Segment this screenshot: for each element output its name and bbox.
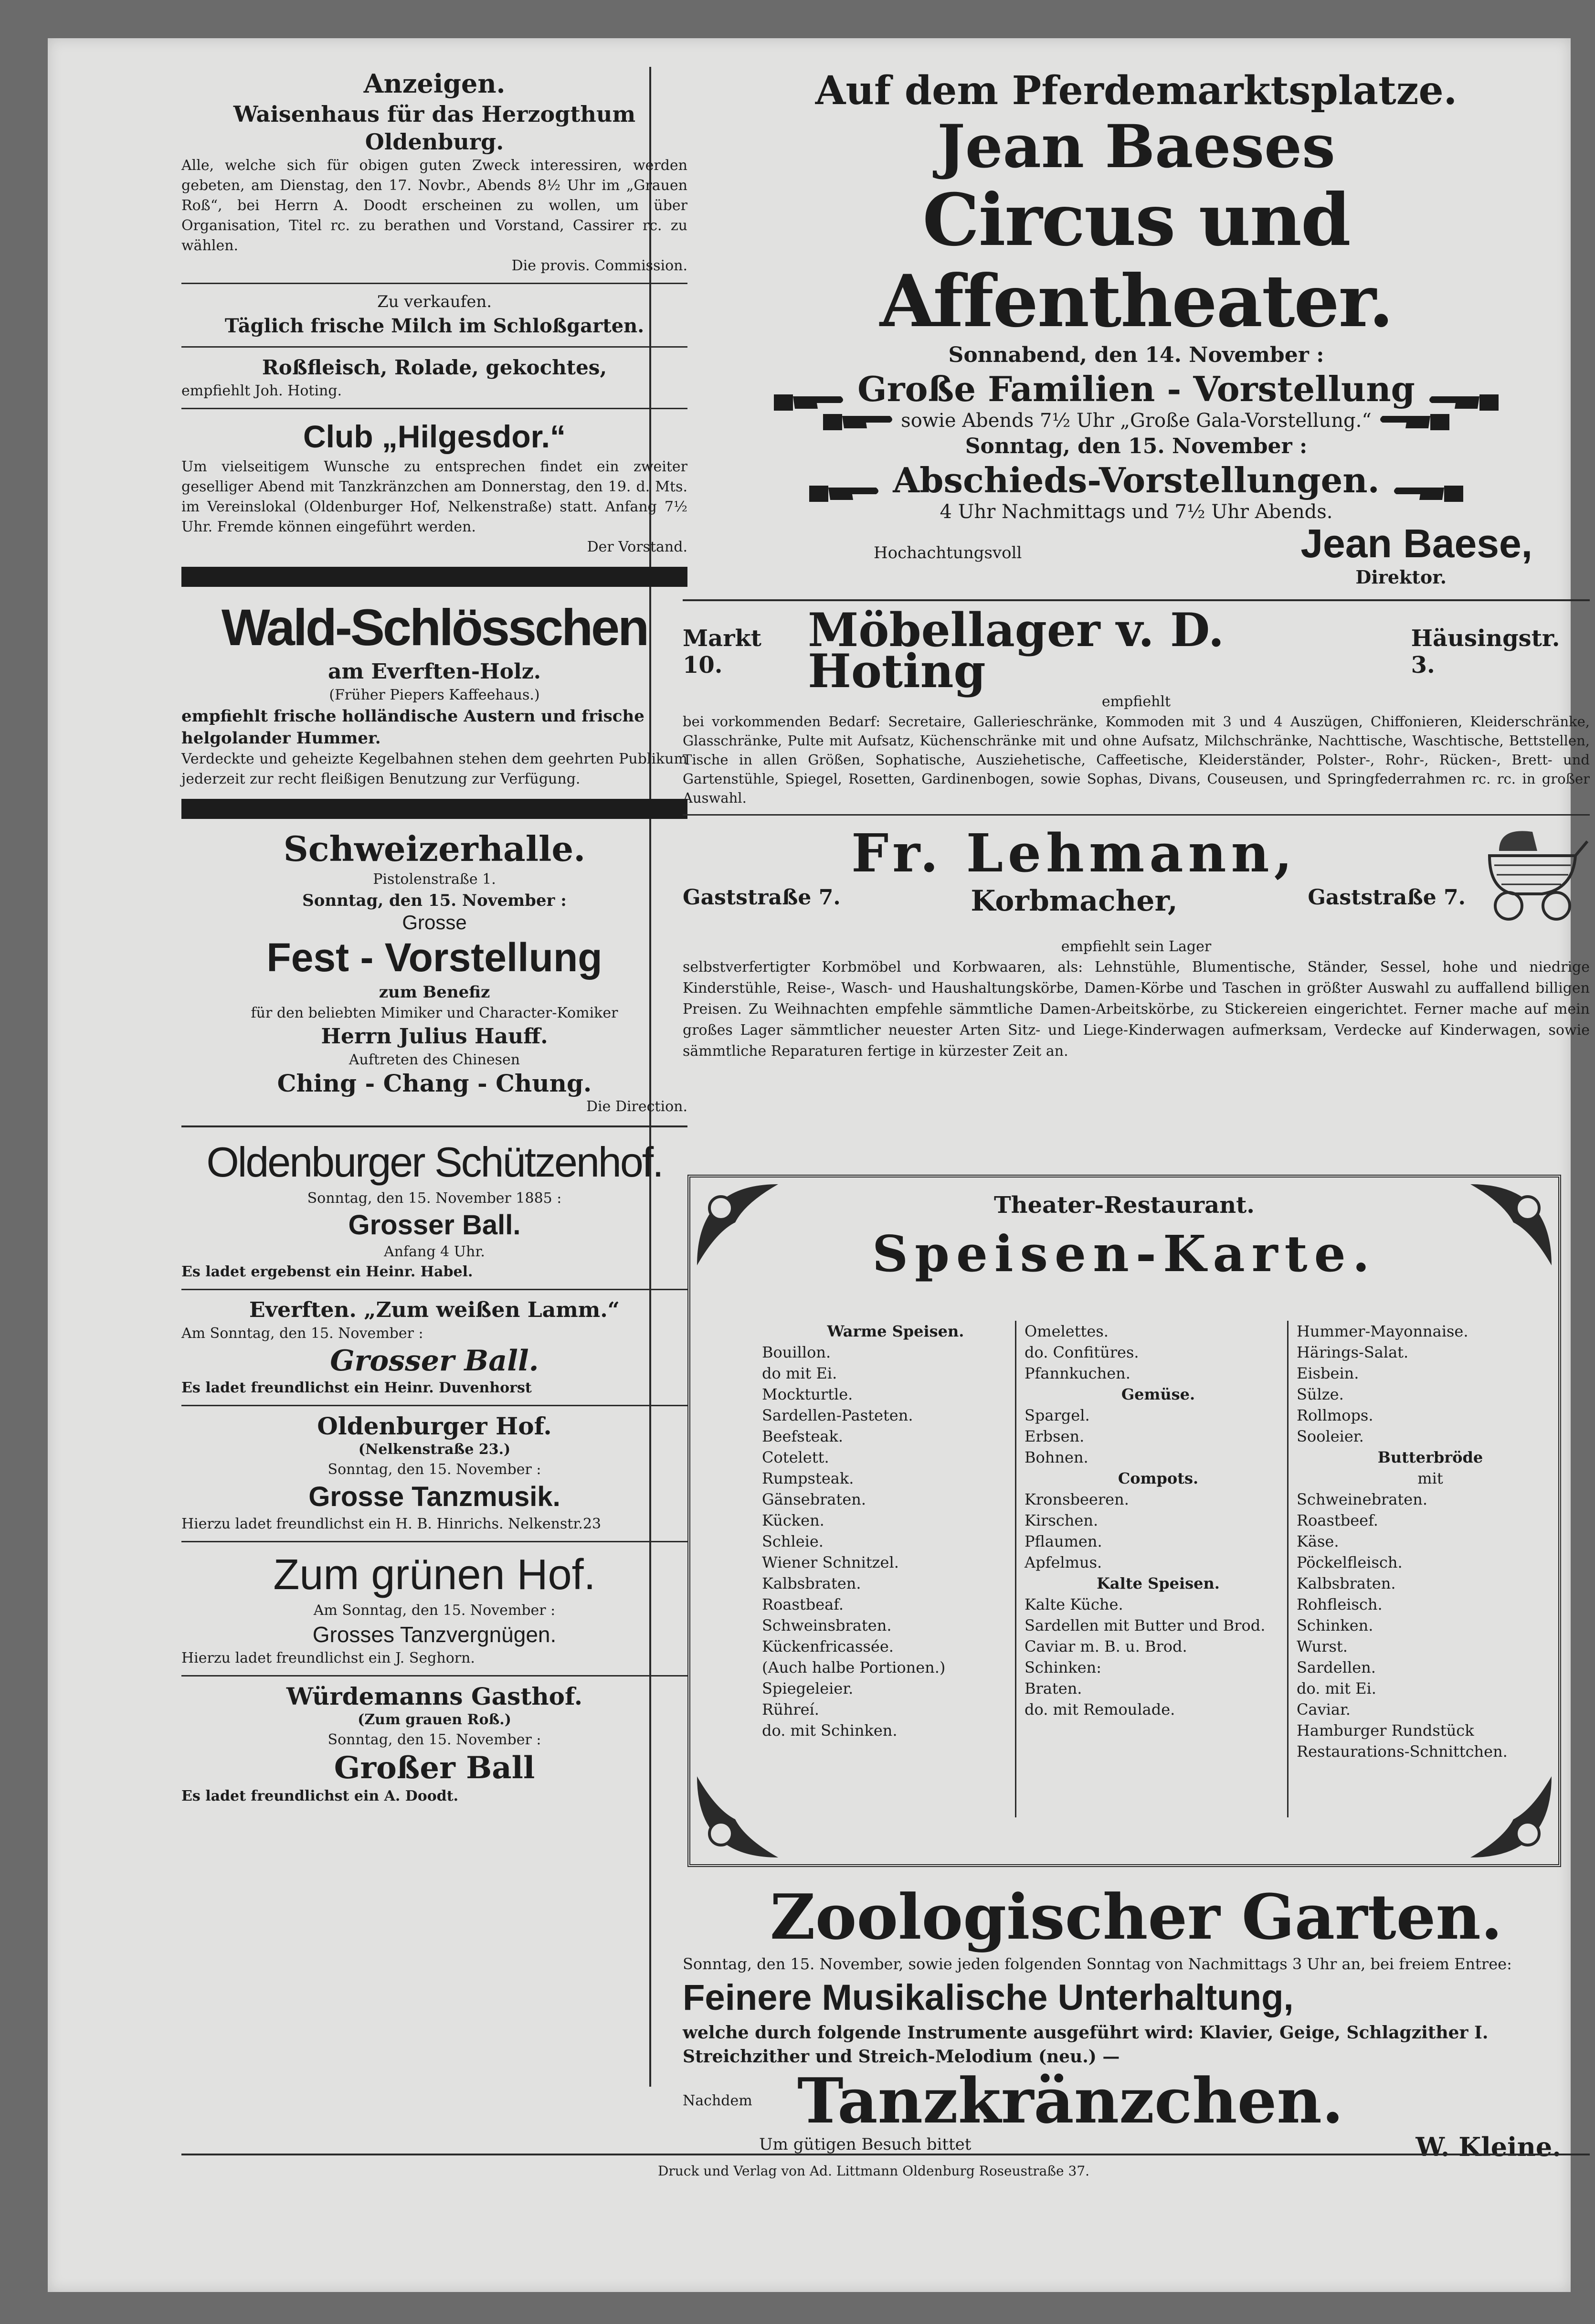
menu-item: Spiegeleier. <box>762 1679 854 1698</box>
menu-item: do. mit Remoulade. <box>1025 1700 1175 1719</box>
menu-col2-kalt-head: Kalte Speisen. <box>1097 1574 1220 1592</box>
wuerde-sub: (Zum grauen Roß.) <box>358 1711 511 1728</box>
lamm-sign: Es ladet freundlichst ein Heinr. Duvenhorst <box>181 1380 532 1396</box>
menu-item: Kückenfricassée. <box>762 1637 894 1655</box>
menu-item: Caviar. <box>1297 1700 1351 1719</box>
familien-vorstellung: Große Familien - Vorstellung <box>683 369 1590 410</box>
wald-body2: Verdeckte und geheizte Kegelbahnen stehen dem geehrten Publikum jederzeit zur recht fleißigen Benutzung zur Verfügung. <box>181 751 687 787</box>
schweizer-title: Schweizerhalle. <box>283 828 586 869</box>
newspaper-page <box>48 38 1590 2292</box>
menu-item: Pfannkuchen. <box>1025 1364 1130 1382</box>
black-rule <box>181 567 687 587</box>
schuetzen-ball: Grosser Ball. <box>348 1210 521 1241</box>
hochachtung: Hochachtungsvoll <box>874 543 1022 562</box>
menu-item: Sülze. <box>1297 1385 1344 1403</box>
pointing-hand-left-icon <box>1427 381 1499 403</box>
menu-item: Beefsteak. <box>762 1427 844 1445</box>
sonntag-date: Sonntag, den 15. November : <box>965 434 1308 458</box>
moebel-empf: empfiehlt <box>1101 693 1171 710</box>
zoo-bitte: Um gütigen Besuch bittet <box>759 2135 972 2154</box>
zu-verkaufen: Zu verkaufen. <box>377 292 492 311</box>
rossfleisch-sign: empfiehlt Joh. Hoting. <box>181 382 342 399</box>
lehmann-header <box>683 822 1590 937</box>
lehmann-addr-left: Gaststraße 7. <box>683 885 841 910</box>
anzeigen-heading: Anzeigen. <box>363 68 506 99</box>
club-body: Um vielseitigem Wunsche zu entsprechen findet ein zweiter geselliger Abend mit Tanzkränzchen am Donnerstag, den 19. d. Mts. im Vereinslokal (Oldenburger Hof, Nelkenstraße) statt. Anfang 7½ Uhr. Fremde können eingeführt werden. <box>181 458 687 535</box>
pointing-hand-right-icon <box>823 411 895 433</box>
gruen-title: Zum grünen Hof. <box>273 1551 596 1599</box>
menu-item: Schinken: <box>1025 1658 1102 1677</box>
schweizer-benefiz: zum Benefiz <box>379 983 490 1002</box>
jean-baeses: Jean Baeses <box>937 112 1335 181</box>
zoo-sign: W. Kleine. <box>1415 2132 1561 2162</box>
wald-sub2: (Früher Piepers Kaffeehaus.) <box>329 687 540 703</box>
lehmann-addr-row <box>683 884 1466 918</box>
menu-item: Schinken. <box>1297 1616 1373 1634</box>
menu-col2-comp <box>1025 1489 1292 1573</box>
speisen-karte-frame <box>687 1175 1561 1867</box>
pointing-hand-right-icon <box>774 381 845 403</box>
menu-col2-comp-head: Compots. <box>1118 1469 1199 1487</box>
wuerde-title: Würdemanns Gasthof. <box>286 1682 583 1710</box>
menu-col2-kalt <box>1025 1594 1292 1720</box>
club-title: Club „Hilgesdor.“ <box>303 419 566 454</box>
schuetzen-anfang: Anfang 4 Uhr. <box>384 1243 485 1260</box>
moebel-body: bei vorkommenden Bedarf: Secretaire, Gallerieschränke, Kommoden mit 3 und 4 Auszügen, Chiffonieren, Kleiderschränke, Glasschränke, Pulte mit Aufsatz, Küchenschränke mit und ohne Aufsatz, Milchschränke, Nachttische, Waschtische, Bettstellen, Tische in allen Größen, Sophatische, Ausziehetische, Caffeetische, Kleiderständer, Polster-, Rohr-, Rücken-, Brett- und Gartenstühle, Spiegel, Rosetten, Gardinenbogen, sowie Sophas, Divans, Couseusen, und Springfederrahmen rc. rc. in großer Auswahl. <box>683 713 1590 806</box>
wuerde-date: Sonntag, den 15. November : <box>327 1731 541 1748</box>
wald-sub: am Everften-Holz. <box>327 659 541 684</box>
pram-illustration <box>1470 822 1590 923</box>
menu-item: Pflaumen. <box>1025 1532 1102 1550</box>
wald-title: Wald-Schlösschen <box>221 598 648 656</box>
menu-divider <box>1015 1321 1016 1817</box>
lamm-ball: Grosser Ball. <box>330 1344 539 1378</box>
pointing-hand-left-icon <box>1378 411 1449 433</box>
menu-item: Wiener Schnitzel. <box>762 1553 899 1571</box>
menu-item: Sardellen. <box>1297 1658 1376 1677</box>
menu-item: Kirschen. <box>1025 1511 1099 1529</box>
menu-item: Sooleier. <box>1297 1427 1364 1445</box>
pferde-heading: Auf dem Pferdemarktsplatze. <box>815 68 1458 114</box>
schweizer-herrn: Herrn Julius Hauff. <box>321 1024 548 1049</box>
moebel-addr-left: Markt 10. <box>683 625 761 679</box>
right-column <box>683 67 1590 1062</box>
lehmann-title: Fr. Lehmann, <box>851 822 1297 884</box>
menu-item: Bohnen. <box>1025 1448 1088 1466</box>
zoo-body: welche durch folgende Instrumente ausgeführt wird: Klavier, Geige, Schlagzither I. Streichzither und Streich-Melodium (neu.) — <box>683 2023 1489 2067</box>
menu-col3-head: Butterbröde <box>1377 1448 1483 1466</box>
waisenhaus-sign: Die provis. Commission. <box>511 257 687 274</box>
schuetzen-sign: Es ladet ergebenst ein Heinr. Habel. <box>181 1263 473 1280</box>
menu-col2-gem-head: Gemüse. <box>1121 1385 1195 1403</box>
zoo-musik: Feinere Musikalische Unterhaltung, <box>683 1977 1294 2018</box>
menu-item: Kalte Küche. <box>1025 1595 1123 1613</box>
moebel-heading-row <box>683 603 1590 698</box>
lehmann-empf: empfiehlt sein Lager <box>1061 938 1212 955</box>
schweizer-fuer: für den beliebten Mimiker und Character-Komiker <box>251 1005 618 1021</box>
ohof-date: Sonntag, den 15. November : <box>327 1461 541 1478</box>
schuetzen-date: Sonntag, den 15. November 1885 : <box>307 1190 562 1207</box>
menu-item: Sardellen-Pasteten. <box>762 1406 913 1424</box>
ohof-musik: Grosse Tanzmusik. <box>308 1481 560 1512</box>
schweizer-grosse: Grosse <box>402 911 467 934</box>
menu-col3-top <box>1297 1321 1564 1447</box>
menu-item: Cotelett. <box>762 1448 829 1466</box>
imprint: Druck und Verlag von Ad. Littmann Oldenburg Roseustraße 37. <box>657 2163 1090 2179</box>
menu-col3-list <box>1297 1489 1564 1762</box>
ohof-addr: (Nelkenstraße 23.) <box>358 1441 511 1458</box>
zoo-ad <box>683 1881 1590 2160</box>
menu-item: Omelettes. <box>1025 1322 1109 1340</box>
schweizer-addr: Pistolenstraße 1. <box>373 871 496 888</box>
menu-item: Braten. <box>1025 1679 1082 1698</box>
gruen-sign: Hierzu ladet freundlichst ein J. Seghorn. <box>181 1650 475 1666</box>
gruen-verg: Grosses Tanzvergnügen. <box>312 1622 557 1647</box>
lamm-title: Everften. „Zum weißen Lamm.“ <box>249 1298 620 1322</box>
menu-item: Spargel. <box>1025 1406 1090 1424</box>
zoo-tanz: Tanzkränzchen. <box>797 2064 1344 2137</box>
menu-column-3 <box>1297 1321 1564 1762</box>
wuerde-ball: Großer Ball <box>334 1750 535 1786</box>
rossfleisch-ad: Roßfleisch, Rolade, gekochtes, <box>262 356 607 379</box>
lehmann-body: selbstverfertigter Korbmöbel und Korbwaaren, als: Lehnstühle, Blumentische, Ständer, Sessel, hohe und niedrige Kinderstühle, Reise-, Wasch- und Haushaltungskörbe, Damen-Körbe und Taschen in größter Auswahl zu auffallend billigen Preisen. Zu Weihnachten empfehle sämmtliche Damen-Arbeitskörbe, zu Stickereien eingerichtet. Ferner mache auf mein großes Lager sämmtlicher neuester Arten Sitz- und Liege-Kinderwagen aufmerksam, Verdecke auf Kinderwagen, sowie sämmtliche Reparaturen fertige in kürzester Zeit an. <box>683 959 1590 1060</box>
menu-item: (Auch halbe Portionen.) <box>762 1658 946 1677</box>
ohof-sign: Hierzu ladet freundlichst ein H. B. Hinrichs. Nelkenstr.23 <box>181 1516 602 1532</box>
menu-col1-head: Warme Speisen. <box>827 1322 964 1340</box>
menu-item: Apfelmus. <box>1025 1553 1102 1571</box>
sonnabend-date: Sonnabend, den 14. November : <box>948 343 1324 367</box>
menu-divider <box>1287 1321 1289 1817</box>
left-column <box>181 67 687 1806</box>
schweizer-fest: Fest - Vorstellung <box>266 935 602 980</box>
schweizer-sign: Die Direction. <box>586 1098 687 1115</box>
baese-signature-row <box>683 523 1590 564</box>
menu-item: Rühreí. <box>762 1700 819 1719</box>
zoo-nachdem: Nachdem <box>683 2092 752 2109</box>
theater-restaurant: Theater-Restaurant. <box>994 1192 1255 1219</box>
menu-col2-gem <box>1025 1405 1292 1468</box>
menu-item: Kalbsbraten. <box>1297 1574 1396 1592</box>
moebel-addr-right: Häusingstr. 3. <box>1411 625 1560 679</box>
ornament-corner-icon <box>687 1767 788 1867</box>
menu-item: Rumpsteak. <box>762 1469 854 1487</box>
menu-item: Kronsbeeren. <box>1025 1490 1129 1508</box>
menu-item: Schweinsbraten. <box>762 1616 892 1634</box>
menu-item: Roastbeaf. <box>762 1595 844 1613</box>
menu-item: Kücken. <box>762 1511 824 1529</box>
menu-item: Wurst. <box>1297 1637 1348 1655</box>
menu-item: Härings-Salat. <box>1297 1343 1409 1361</box>
menu-column-1 <box>762 1321 1029 1741</box>
waisenhaus-title: Waisenhaus für das Herzogthum Oldenburg. <box>233 101 636 155</box>
menu-col1-list <box>762 1342 1029 1741</box>
menu-item: Rohfleisch. <box>1297 1595 1383 1613</box>
menu-item: Kalbsbraten. <box>762 1574 861 1592</box>
menu-item: Mockturtle. <box>762 1385 853 1403</box>
wald-body1: empfiehlt frische holländische Austern und frische helgolander Hummer. <box>181 707 644 748</box>
ohof-title: Oldenburger Hof. <box>317 1412 552 1440</box>
menu-item: Sardellen mit Butter und Brod. <box>1025 1616 1266 1634</box>
gala-vorstellung: sowie Abends 7½ Uhr „Große Gala-Vorstellung.“ <box>683 410 1590 433</box>
black-rule <box>181 799 687 819</box>
menu-item: Roastbeef. <box>1297 1511 1378 1529</box>
club-sign: Der Vorstand. <box>587 539 687 555</box>
menu-item: Bouillon. <box>762 1343 831 1361</box>
lehmann-addr-right: Gaststraße 7. <box>1308 885 1466 910</box>
zoo-tanz-row <box>683 2064 1590 2137</box>
menu-item: Caviar m. B. u. Brod. <box>1025 1637 1187 1655</box>
lehmann-trade: Korbmacher, <box>971 884 1178 918</box>
menu-item: Hamburger Rundstück <box>1297 1721 1474 1740</box>
abschieds-vorstellung: Abschieds-Vorstellungen. <box>683 460 1590 501</box>
menu-item: do. Confitüres. <box>1025 1343 1139 1361</box>
menu-item: Eisbein. <box>1297 1364 1359 1382</box>
menu-item: Gänsebraten. <box>762 1490 866 1508</box>
moebel-title: Möbellager v. D. Hoting <box>808 603 1225 698</box>
schuetzen-title: Oldenburger Schützenhof. <box>206 1138 663 1186</box>
menu-item: do. mit Schinken. <box>762 1721 898 1740</box>
gruen-date: Am Sonntag, den 15. November : <box>313 1602 556 1619</box>
menu-item: Restaurations-Schnittchen. <box>1297 1742 1508 1761</box>
zoo-date: Sonntag, den 15. November, sowie jeden folgenden Sonntag von Nachmittags 3 Uhr an, bei freiem Entree: <box>683 1955 1512 1973</box>
menu-item: Erbsen. <box>1025 1427 1085 1445</box>
menu-item: do. mit Ei. <box>1297 1679 1376 1698</box>
baese-name: Jean Baese, <box>1300 521 1532 566</box>
menu-item: Rollmops. <box>1297 1406 1373 1424</box>
menu-item: Schleie. <box>762 1532 824 1550</box>
schweizer-auftreten: Auftreten des Chinesen <box>349 1051 520 1068</box>
zoo-title: Zoologischer Garten. <box>770 1880 1503 1953</box>
wuerde-sign: Es ladet freundlichst ein A. Doodt. <box>181 1788 459 1804</box>
menu-col2-top <box>1025 1321 1292 1384</box>
milch-ad: Täglich frische Milch im Schloßgarten. <box>224 315 644 337</box>
menu-item: Käse. <box>1297 1532 1339 1550</box>
pointing-hand-right-icon <box>809 472 881 494</box>
menu-column-2 <box>1025 1321 1292 1720</box>
footer-rule <box>181 2154 1590 2155</box>
schweizer-date: Sonntag, den 15. November : <box>302 891 567 910</box>
zoo-sign-row <box>683 2133 1590 2160</box>
speisen-karte-title: Speisen-Karte. <box>872 1224 1376 1283</box>
uhrzeit: 4 Uhr Nachmittags und 7½ Uhr Abends. <box>940 501 1333 523</box>
waisenhaus-body: Alle, welche sich für obigen guten Zweck interessiren, werden gebeten, am Dienstag, den 17. Novbr., Abends 8½ Uhr im „Grauen Roß“, bei Herrn A. Doodt erscheinen zu wollen, um über Organisation, Titel rc. zu berathen und Vorstand, Cassirer rc. zu wählen. <box>181 157 687 254</box>
menu-item: Schweinebraten. <box>1297 1490 1427 1508</box>
lamm-date: Am Sonntag, den 15. November : <box>181 1325 423 1342</box>
menu-item: do mit Ei. <box>762 1364 837 1382</box>
pointing-hand-left-icon <box>1392 472 1463 494</box>
menu-col3-mit: mit <box>1417 1469 1443 1487</box>
menu-item: Pöckelfleisch. <box>1297 1553 1403 1571</box>
menu-item: Hummer-Mayonnaise. <box>1297 1322 1468 1340</box>
schweizer-ching: Ching - Chang - Chung. <box>277 1069 592 1097</box>
ornament-corner-icon <box>1461 1767 1561 1867</box>
circus-title: Circus und Affentheater. <box>879 178 1393 343</box>
direktor: Direktor. <box>1355 566 1447 588</box>
